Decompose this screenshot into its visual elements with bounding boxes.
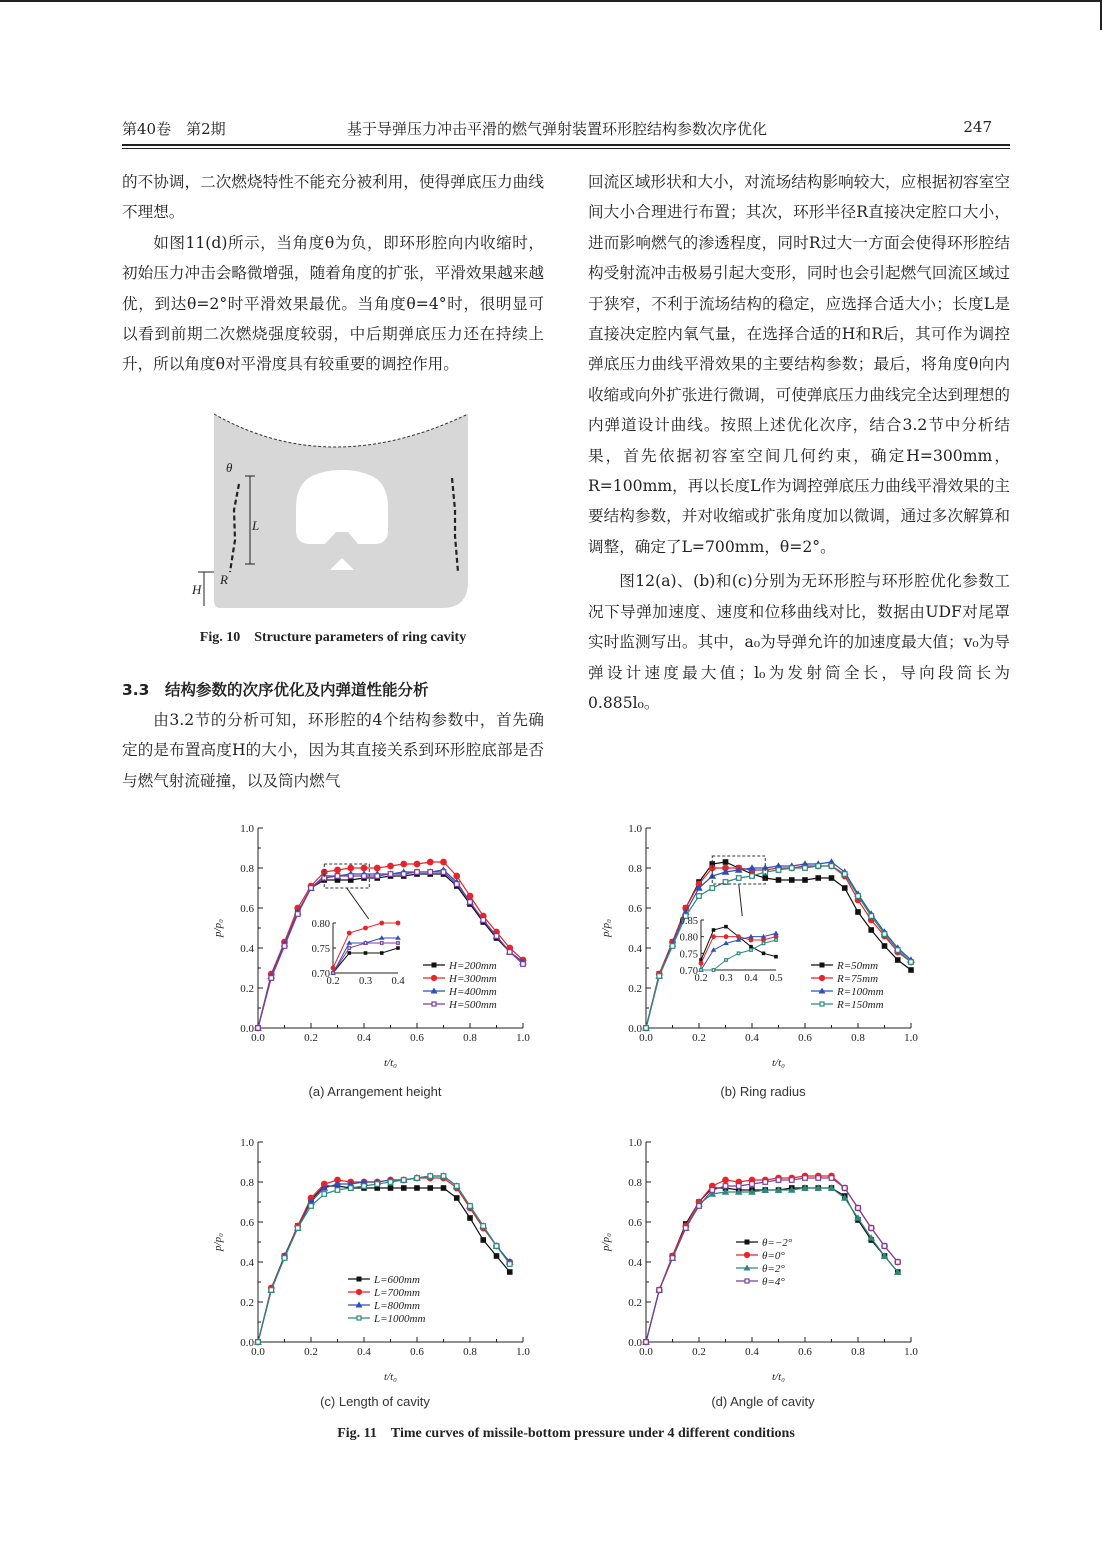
inset-data-point [699, 961, 704, 966]
data-point [441, 1185, 447, 1191]
x-tick-label: 0.2 [304, 1346, 318, 1358]
legend-marker [431, 975, 437, 981]
page-number: 247 [963, 118, 992, 136]
inset-x-tick-label: 0.4 [391, 976, 405, 987]
data-point [388, 872, 393, 877]
legend-marker [820, 1002, 824, 1006]
inset-data-point [700, 969, 703, 972]
data-point [282, 1256, 287, 1261]
data-point [388, 1180, 393, 1185]
journal-running-title: 基于导弹压力冲击平滑的燃气弹射装置环形腔结构参数次序优化 [346, 120, 767, 138]
inset-y-tick-label: 0.85 [679, 916, 698, 927]
y-tick-label: 0.6 [628, 903, 642, 915]
data-point [507, 1269, 513, 1275]
data-point [269, 1288, 274, 1293]
data-point [750, 874, 755, 879]
x-tick-label: 1.0 [904, 1032, 918, 1044]
y-tick-label: 0.0 [240, 1337, 254, 1349]
paragraph-angle: 如图11(d)所示，当角度θ为负，即环形腔向内收缩时，初始压力冲击会略微增强，随着角度的扩张，平滑效果越来越优，到达θ=2°时平滑效果最优。当角度θ=4°时，很明显可以看到前期二次燃烧强度较弱，中后期弹底压力还在持续上升，所以角度θ对平滑度具有较重要的调控作用。 [122, 233, 544, 374]
y-tick-label: 0.2 [628, 983, 642, 995]
data-point [362, 1184, 367, 1189]
x-tick-label: 0.6 [798, 1346, 812, 1358]
data-point [494, 1253, 500, 1259]
data-point [454, 1195, 460, 1201]
x-tick-label: 0.2 [304, 1032, 318, 1044]
data-point [776, 877, 782, 883]
legend-label: H=200mm [449, 960, 497, 972]
data-point [375, 1182, 380, 1187]
H-label: H [192, 582, 202, 597]
data-point [722, 1177, 729, 1184]
fig11b-subcaption: (b) Ring radius [720, 1084, 806, 1099]
right-column [588, 167, 1010, 718]
data-point [507, 1262, 512, 1267]
data-point [387, 863, 394, 870]
data-point [856, 894, 861, 899]
x-axis-label: t/t₀ [384, 1371, 397, 1383]
y-tick-label: 1.0 [240, 1137, 254, 1149]
y-tick-label: 0.4 [240, 943, 254, 955]
data-point [723, 1184, 728, 1189]
inset-data-point [724, 934, 729, 939]
data-point [401, 1185, 407, 1191]
x-tick-label: 0.0 [639, 1032, 653, 1044]
inset-data-point [380, 951, 384, 955]
R-label: R [220, 572, 228, 587]
data-point [802, 877, 808, 883]
data-point [521, 962, 526, 967]
data-point [776, 1178, 781, 1183]
data-point [895, 1260, 900, 1265]
data-point [295, 1226, 300, 1231]
data-point [427, 1185, 433, 1191]
fig11d-subcaption: (d) Angle of cavity [711, 1394, 815, 1409]
data-point [856, 1206, 861, 1211]
data-point [401, 1178, 406, 1183]
y-tick-label: 1.0 [628, 1137, 642, 1149]
data-point [736, 1184, 741, 1189]
data-point [670, 1256, 675, 1261]
x-tick-label: 0.6 [410, 1032, 424, 1044]
y-axis-label: p/p₀ [212, 919, 224, 937]
fig11a-subcaption: (a) Arrangement height [308, 1084, 442, 1099]
x-axis-label: t/t₀ [772, 1371, 785, 1383]
data-point [441, 870, 446, 875]
y-tick-label: 0.2 [240, 1297, 254, 1309]
data-point [481, 918, 486, 923]
x-tick-label: 0.8 [851, 1032, 865, 1044]
legend-marker [357, 1316, 361, 1320]
legend-label: H=300mm [449, 973, 497, 985]
y-tick-label: 1.0 [628, 823, 642, 835]
legend-label: L=600mm [374, 1274, 420, 1286]
data-point [697, 894, 702, 899]
volume-issue: 第40卷 第2期 [122, 120, 226, 138]
legend-label: θ=0° [762, 1250, 785, 1262]
x-tick-label: 0.4 [357, 1032, 371, 1044]
inset-y-tick-label: 0.70 [311, 969, 330, 980]
inset-data-point [773, 931, 779, 936]
header-rule-thin [122, 148, 1010, 149]
zoom-arrow [347, 888, 369, 919]
legend-label: θ=4° [762, 1276, 785, 1288]
data-point [494, 1244, 499, 1249]
data-point [842, 885, 848, 891]
data-point [401, 872, 406, 877]
inset-data-point [380, 942, 383, 945]
x-tick-label: 0.4 [745, 1346, 759, 1358]
data-point [440, 859, 447, 866]
data-point [803, 1176, 808, 1181]
inset-y-tick-label: 0.70 [679, 966, 698, 977]
y-tick-label: 0.4 [628, 943, 642, 955]
inset-data-point [364, 942, 367, 945]
data-point [269, 976, 274, 981]
inset-x-tick-label: 0.2 [326, 976, 340, 987]
y-axis-label: p/p₀ [212, 1233, 224, 1251]
y-tick-label: 0.0 [628, 1337, 642, 1349]
data-point [428, 870, 433, 875]
y-tick-label: 0.0 [628, 1023, 642, 1035]
x-tick-label: 0.2 [692, 1346, 706, 1358]
x-tick-label: 0.0 [251, 1032, 265, 1044]
y-tick-label: 1.0 [240, 823, 254, 835]
data-point [895, 948, 900, 953]
y-tick-label: 0.8 [240, 1177, 254, 1189]
legend-label: H=500mm [449, 999, 497, 1011]
inset-x-tick-label: 0.4 [744, 973, 758, 984]
inset-data-point [775, 939, 778, 942]
data-point [842, 872, 847, 877]
x-tick-label: 0.4 [357, 1346, 371, 1358]
inset-data-point [762, 952, 766, 956]
fig11c-chart [205, 1132, 545, 1390]
data-point [763, 1180, 768, 1185]
data-point [415, 1176, 420, 1181]
x-tick-label: 1.0 [516, 1346, 530, 1358]
x-tick-label: 0.8 [463, 1032, 477, 1044]
inset-data-point [364, 951, 368, 955]
data-point [644, 1026, 649, 1031]
y-tick-label: 0.4 [240, 1257, 254, 1269]
inset-x-tick-label: 0.3 [358, 976, 373, 987]
data-point [468, 900, 473, 905]
zoom-arrow [739, 884, 743, 916]
data-point [882, 1244, 887, 1249]
data-point [789, 1178, 794, 1183]
data-point [829, 1176, 834, 1181]
data-point [736, 876, 741, 881]
x-tick-label: 1.0 [516, 1032, 530, 1044]
inset-data-point [712, 928, 716, 932]
data-point [494, 934, 499, 939]
legend-label: R=100mm [837, 986, 884, 998]
inset-data-point [712, 969, 715, 972]
legend-label: R=75mm [837, 973, 879, 985]
data-point [816, 1176, 821, 1181]
x-tick-label: 0.0 [639, 1346, 653, 1358]
x-tick-label: 0.8 [463, 1346, 477, 1358]
legend-label: L=700mm [374, 1287, 420, 1299]
data-point [467, 1215, 473, 1221]
y-axis-label: p/p₀ [600, 919, 612, 937]
page-border-top [0, 0, 1102, 2]
left-column-top [122, 167, 544, 380]
data-point [908, 967, 914, 973]
x-tick-label: 0.0 [251, 1346, 265, 1358]
data-point [414, 861, 421, 868]
inset-data-point [711, 934, 716, 939]
paragraph-fig12: 图12(a)、(b)和(c)分别为无环形腔与环形腔优化参数工况下导弹加速度、速度和位移曲线对比，数据由UDF对尾罩实时监测写出。其中，a₀为导弹允许的加速度最大值；v₀为导弹设计速度最大值；l₀为发射筒全长，导向段筒长为0.885l₀。 [588, 572, 1010, 712]
y-tick-label: 0.8 [628, 1177, 642, 1189]
x-tick-label: 1.0 [904, 1346, 918, 1358]
inset-data-point [396, 946, 400, 950]
y-tick-label: 0.8 [628, 863, 642, 875]
data-point [829, 875, 835, 881]
inset-data-point [762, 942, 765, 945]
data-point [441, 1174, 446, 1179]
data-point [868, 927, 874, 933]
data-point [829, 864, 834, 869]
data-point [256, 1340, 261, 1345]
inset-data-point [332, 972, 335, 975]
data-point [400, 861, 407, 868]
y-tick-label: 0.6 [240, 1217, 254, 1229]
data-point [282, 944, 287, 949]
data-point [322, 1192, 327, 1197]
section-heading-3-3: 3.3 结构参数的次序优化及内弹道性能分析 [122, 681, 429, 699]
legend-label: L=800mm [374, 1300, 420, 1312]
inset-y-tick-label: 0.80 [311, 919, 330, 930]
data-point [428, 1174, 433, 1179]
data-point [895, 957, 901, 963]
data-point [309, 1204, 314, 1209]
data-point [816, 864, 821, 869]
legend-label: R=50mm [837, 960, 879, 972]
inset-data-point [725, 959, 728, 962]
inset-data-point [774, 955, 778, 959]
data-point [388, 1185, 394, 1191]
data-point [882, 943, 888, 949]
data-point [415, 870, 420, 875]
inset-y-tick-label: 0.80 [679, 932, 698, 944]
inset-x-tick-label: 0.2 [694, 973, 708, 984]
x-tick-label: 0.4 [745, 1032, 759, 1044]
paragraph-order: 由3.2节的分析可知，环形腔的4个结构参数中，首先确定的是布置高度H的大小，因为其直接关系到环形腔底部是否与燃气射流碰撞，以及筒内燃气 [122, 711, 544, 790]
x-tick-label: 0.6 [410, 1346, 424, 1358]
x-axis-label: t/t₀ [384, 1057, 397, 1069]
fig11a-chart [205, 818, 545, 1076]
y-tick-label: 0.2 [240, 983, 254, 995]
data-point [657, 1288, 662, 1293]
legend-marker [356, 1289, 362, 1295]
inset-data-point [749, 945, 753, 949]
legend-marker [432, 1002, 436, 1006]
y-tick-label: 0.4 [628, 1257, 642, 1269]
data-point [348, 1186, 353, 1191]
data-point [362, 874, 367, 879]
legend-marker [432, 963, 437, 968]
left-column-bottom [122, 705, 544, 796]
y-tick-label: 0.2 [628, 1297, 642, 1309]
legend-marker [745, 1240, 750, 1245]
data-point [348, 874, 353, 879]
legend-label: θ=2° [762, 1263, 785, 1275]
data-point [842, 1186, 847, 1191]
inset-data-point [396, 921, 401, 926]
data-point [256, 1026, 261, 1031]
legend-marker [357, 1277, 362, 1282]
fig10-structure-diagram [190, 412, 476, 612]
header-rule-thick [122, 144, 1010, 146]
data-point [454, 882, 459, 887]
legend-marker [745, 1279, 749, 1283]
data-point [909, 960, 914, 965]
data-point [480, 1237, 486, 1243]
data-point [335, 1188, 340, 1193]
data-point [481, 1224, 486, 1229]
data-point [657, 974, 662, 979]
inset-data-point [724, 925, 728, 929]
data-point [644, 1340, 649, 1345]
data-point [869, 1226, 874, 1231]
data-point [815, 875, 821, 881]
x-tick-label: 0.8 [851, 1346, 865, 1358]
inset-data-point [347, 951, 351, 955]
data-point [855, 909, 861, 915]
inset-data-point [397, 942, 400, 945]
y-tick-label: 0.6 [240, 903, 254, 915]
data-point [335, 874, 340, 879]
data-point [683, 1226, 688, 1231]
data-point [882, 932, 887, 937]
y-tick-label: 0.0 [240, 1023, 254, 1035]
data-point [507, 950, 512, 955]
data-point [670, 944, 675, 949]
inset-x-tick-label: 0.3 [719, 973, 733, 984]
theta-label: θ [226, 460, 233, 475]
data-point [710, 886, 715, 891]
x-tick-label: 0.6 [798, 1032, 812, 1044]
data-point [789, 877, 795, 883]
y-tick-label: 0.8 [240, 863, 254, 875]
inset-data-point [348, 947, 351, 950]
data-point [750, 1182, 755, 1187]
y-tick-label: 0.6 [628, 1217, 642, 1229]
data-point [375, 874, 380, 879]
data-point [309, 886, 314, 891]
L-label: L [252, 518, 260, 533]
legend-marker [820, 963, 825, 968]
inset-data-point [737, 952, 740, 955]
data-point [723, 859, 729, 865]
data-point [789, 866, 794, 871]
inset-data-point [347, 931, 352, 936]
data-point [454, 1184, 459, 1189]
data-point [776, 868, 781, 873]
paragraph-continued: 的不协调，二次燃烧特性不能充分被利用，使得弹底压力曲线不理想。 [122, 173, 544, 222]
fig11b-chart [593, 818, 933, 1076]
data-point [414, 1185, 420, 1191]
data-point [295, 912, 300, 917]
fig11-caption: Fig. 11 Time curves of missile-bottom pressure under 4 different conditions [337, 1426, 795, 1441]
inset-data-point [363, 926, 368, 931]
legend-label: R=150mm [837, 999, 884, 1011]
fig11d-chart [593, 1132, 933, 1390]
data-point [468, 1204, 473, 1209]
running-header [122, 118, 992, 142]
data-point [803, 866, 808, 871]
inset-y-tick-label: 0.75 [311, 944, 330, 955]
paragraph-optimization: 回流区域形状和大小，对流场结构影响较大，应根据初容室空间大小合理进行布置；其次，环形半径R直接决定腔口大小，进而影响燃气的渗透程度，同时R过大一方面会使得环形腔结构受射流冲击极易引起大变形，同时也会引起燃气回流区域过于狭窄，不利于流场结构的稳定，应选择合适大小；长度L是直接决定腔内氧气量，在选择合适的H和R后，其可作为调控弹底压力曲线平滑效果的主要结构参数；最后，将角度θ向内收缩或向外扩张进行微调，可使弹底压力曲线完全达到理想的内弹道设计曲线。按照上述优化次序，结合3.2节中分析结果，首先依据初容室空间几何约束，确定H=300mm，R=100mm，再以长度L作为调控弹底压力曲线平滑效果的主要结构参数，并对收缩或扩张角度加以微调，通过多次解算和调整，确定了L=700mm，θ=2°。 [588, 173, 1010, 556]
data-point [869, 914, 874, 919]
x-tick-label: 0.2 [692, 1032, 706, 1044]
legend-marker [744, 1252, 750, 1258]
data-point [710, 1188, 715, 1193]
inset-data-point [379, 921, 384, 926]
inset-y-tick-label: 0.75 [679, 949, 698, 961]
data-point [697, 1204, 702, 1209]
legend-label: H=400mm [449, 986, 497, 998]
legend-label: θ=−2° [762, 1237, 793, 1249]
inset-data-point [750, 949, 753, 952]
fig10-caption: Fig. 10 Structure parameters of ring cavity [199, 630, 467, 645]
inset-x-tick-label: 0.5 [769, 973, 783, 984]
legend-marker [819, 975, 825, 981]
data-point [427, 859, 434, 866]
y-axis-label: p/p₀ [600, 1233, 612, 1251]
fig11c-subcaption: (c) Length of cavity [320, 1394, 430, 1409]
legend-label: L=1000mm [374, 1313, 426, 1325]
x-axis-label: t/t₀ [772, 1057, 785, 1069]
